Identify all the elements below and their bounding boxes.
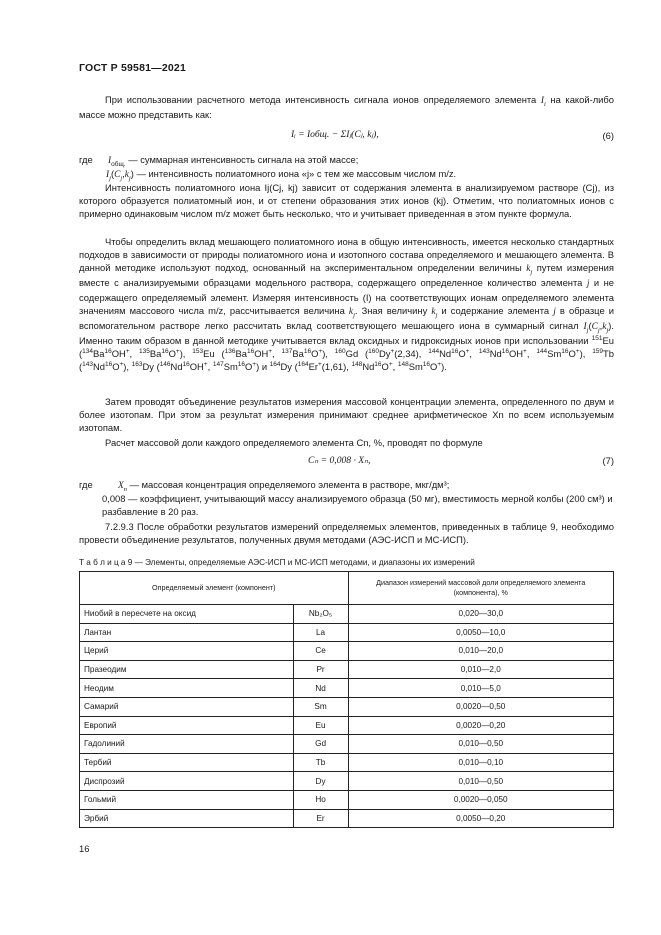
- table-row: [80, 716, 614, 735]
- where-label-2: где: [79, 479, 93, 490]
- element-name-cell: Празеодим: [80, 660, 294, 679]
- element-symbol-cell: Dy: [293, 772, 348, 791]
- definition-3-text: — массовая концентрация определяемого элемента в растворе, мкг/дм³;: [129, 479, 450, 490]
- element-name-cell: Гадолиний: [80, 735, 294, 754]
- table-row: [80, 753, 614, 772]
- element-symbol-cell: Gd: [293, 735, 348, 754]
- definition-xn: $X_n$ — массовая концентрация определяемого элемента в растворе, мкг/дм³;: [118, 479, 450, 493]
- element-symbol-cell: Nb₂O₅: [293, 605, 348, 624]
- table-row: [80, 642, 614, 661]
- paragraph-5: [79, 436, 614, 449]
- measurement-range-cell: 0,0020—0,20: [348, 716, 613, 735]
- element-name-cell: Гольмий: [80, 790, 294, 809]
- equation-6: Iᵢ = Iобщ. − ΣIⱼ(Cⱼ, kⱼ),: [291, 129, 379, 140]
- measurement-range-cell: 0,0020—0,50: [348, 697, 613, 716]
- element-name-cell: Ниобий в пересчете на оксид: [80, 605, 294, 624]
- element-name-cell: Церий: [80, 642, 294, 661]
- definition-4-text: — коэффициент, учитывающий массу анализируемого образца (50 мг), вместимость мерной колбы (200 см³) и разбавление в 20 раз.: [102, 493, 613, 517]
- element-symbol-cell: Eu: [293, 716, 348, 735]
- table-row: [80, 809, 614, 828]
- measurement-range-cell: 0,0020—0,050: [348, 790, 613, 809]
- paragraph-3-text: Чтобы определить вклад мешающего полиатомного иона в общую интенсивность, имеется несколько стандартных подходов в зависимости от природы полиатомного иона и изотопного состава определяемого и мешающего элемента. В данной методике используют подход, основанный на экспериментальном определении величины $k_j$ путем измерения вместе с анализируемыми образцами модельного раствора, содержащего определенное количество элемента j и не содержащего определяемый элемент. Измеряя интенсивность (I) на соответствующих ионам определяемого элемента значениям массового числа m/z, рассчитывается величина $k_j$. Зная величину $k_j$ и содержание элемента j в образце и вспомогательном растворе легко рассчитать вклад соответствующего мешающего иона в суммарный сигнал $I_j(C_j,k_j)$. Именно таким образом в данной методике учитывается вклад оксидных и гидроксидных ионов при использовании $^{151}$Eu ($^{134}$Ba$^{16}$OH+, $^{135}$Ba$^{16}$O+), $^{153}$Eu ($^{136}$Ba$^{16}$OH+, $^{137}$Ba$^{16}$O+), $^{160}$Gd ($^{160}$Dy+(2,34), $^{144}$Nd$^{16}$O+, $^{143}$Nd$^{16}$OH+, $^{144}$Sm$^{16}$O+), $^{159}$Tb ($^{143}$Nd$^{16}$O+), $^{163}$Dy ($^{146}$Nd$^{16}$OH+, $^{147}$Sm$^{16}$O+) и $^{164}$Dy ($^{164}$Er+(1,61), $^{148}$Nd$^{16}$O+, $^{148}$Sm$^{16}$O+).: [79, 236, 614, 372]
- table-header-range: Диапазон измерений массовой доли определяемого элемента (компонента), %: [348, 572, 613, 605]
- measurement-range-cell: 0,010—5,0: [348, 679, 613, 698]
- table-row: [80, 605, 614, 624]
- table-row: [80, 790, 614, 809]
- definition-1-text: — суммарная интенсивность сигнала на этой массе;: [128, 154, 359, 165]
- table-row: [80, 660, 614, 679]
- element-symbol-cell: Nd: [293, 679, 348, 698]
- elements-table: [79, 571, 614, 828]
- measurement-range-cell: 0,020—30,0: [348, 605, 613, 624]
- definition-ij: $I_j(C_j,k_j)$ — интенсивность полиатомного иона «j» с тем же массовым числом m/z.: [106, 168, 457, 182]
- table-row: [80, 623, 614, 642]
- paragraph-5-text: Расчет массовой доли каждого определяемого элемента Cn, %, проводят по формуле: [105, 437, 483, 448]
- definition-2-text: — интенсивность полиатомного иона «j» с тем же массовым числом m/z.: [136, 168, 457, 179]
- equation-6-number: (6): [602, 130, 614, 141]
- paragraph-4: [79, 395, 614, 434]
- measurement-range-cell: 0,010—2,0: [348, 660, 613, 679]
- measurement-range-cell: 0,010—0,10: [348, 753, 613, 772]
- coefficient-symbol: 0,008: [102, 493, 126, 504]
- paragraph-1-text: При использовании расчетного метода интенсивность сигнала ионов определяемого элемента $I_i$ на какой-либо массе можно представить как:: [79, 94, 614, 120]
- table-row: [80, 735, 614, 754]
- page-number: 16: [79, 843, 90, 854]
- element-symbol-cell: Tb: [293, 753, 348, 772]
- table-row: [80, 697, 614, 716]
- measurement-range-cell: 0,010—20,0: [348, 642, 613, 661]
- paragraph-6-text: 7.2.9.3 После обработки результатов измерений определяемых элементов, приведенных в таблице 9, необходимо провести объединение результатов, полученных двумя методами (АЭС-ИСП и МС-ИСП).: [79, 521, 614, 545]
- paragraph-3: [79, 235, 614, 373]
- element-name-cell: Самарий: [80, 697, 294, 716]
- element-symbol-cell: La: [293, 623, 348, 642]
- element-name-cell: Эрбий: [80, 809, 294, 828]
- element-symbol-cell: Ho: [293, 790, 348, 809]
- element-symbol-cell: Ce: [293, 642, 348, 661]
- measurement-range-cell: 0,0050—0,20: [348, 809, 613, 828]
- table-row: [80, 679, 614, 698]
- table-header-row: [80, 572, 614, 605]
- element-name-cell: Тербий: [80, 753, 294, 772]
- measurement-range-cell: 0,0050—10,0: [348, 623, 613, 642]
- equation-7: Cₙ = 0,008 · Xₙ,: [308, 455, 371, 466]
- element-name-cell: Европий: [80, 716, 294, 735]
- equation-7-number: (7): [602, 455, 614, 466]
- paragraph-intro: [79, 93, 614, 121]
- element-symbol-cell: Er: [293, 809, 348, 828]
- table-header-element: Определяемый элемент (компонент): [80, 572, 349, 605]
- element-name-cell: Диспрозий: [80, 772, 294, 791]
- paragraph-4-text: Затем проводят объединение результатов измерения массовой концентрации элемента, определенного по двум и более изотопам. При этом за результат измерения принимают среднее арифметическое Xn по всем используемым изотопам.: [79, 396, 614, 433]
- definition-i-total: $I_{общ.}$ — суммарная интенсивность сигнала на этой массе;: [108, 154, 359, 168]
- element-symbol-cell: Pr: [293, 660, 348, 679]
- paragraph-2-text: Интенсивность полиатомного иона Ij(Cj, kj) зависит от содержания элемента в анализируемом растворе (Cj), из которого образуется полиатомный ион, и от степени образования этих ионов (kj). Отметим, что полиатомных ионов с примерно одинаковым числом m/z может быть несколько, что и учитывает приведенная в этом пункте формула.: [79, 182, 614, 219]
- measurement-range-cell: 0,010—0,50: [348, 735, 613, 754]
- paragraph-2: [79, 181, 614, 220]
- element-name-cell: Неодим: [80, 679, 294, 698]
- where-label-1: где: [79, 154, 93, 165]
- document-header: ГОСТ Р 59581—2021: [79, 62, 187, 74]
- table-caption: Т а б л и ц а 9 — Элементы, определяемые АЭС-ИСП и МС-ИСП методами, и диапазоны их измерений: [79, 558, 475, 567]
- paragraph-6: [79, 520, 614, 546]
- definition-coefficient: [102, 492, 614, 518]
- element-name-cell: Лантан: [80, 623, 294, 642]
- table-row: [80, 772, 614, 791]
- table-body: [80, 605, 614, 828]
- measurement-range-cell: 0,010—0,50: [348, 772, 613, 791]
- element-symbol-cell: Sm: [293, 697, 348, 716]
